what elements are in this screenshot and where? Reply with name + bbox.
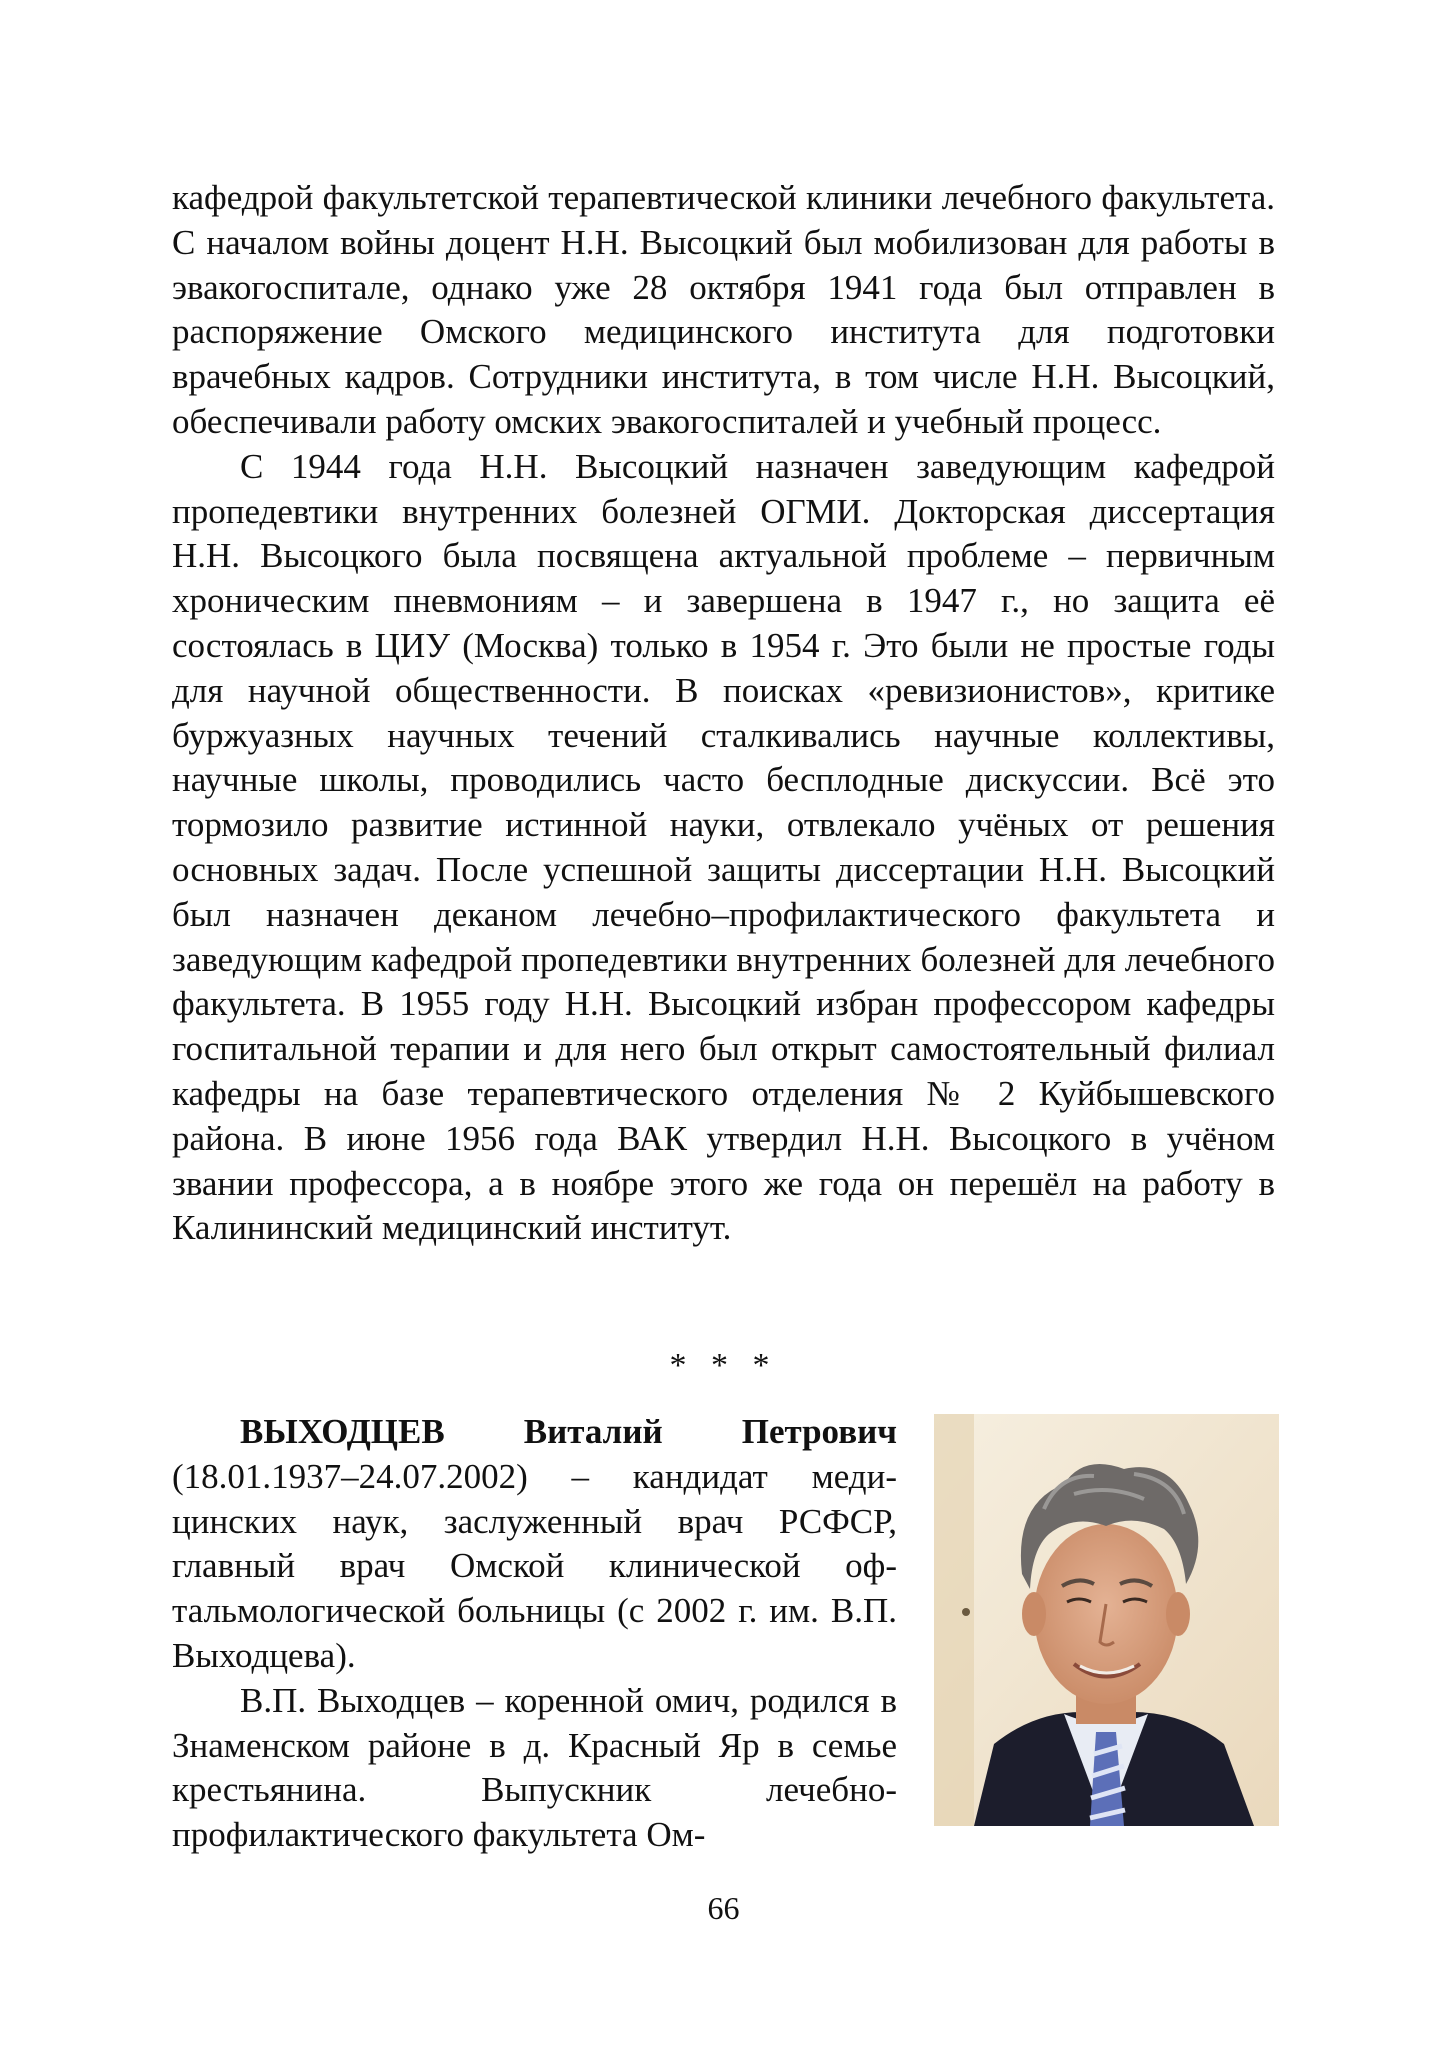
bio-intro-paragraph [172, 1410, 897, 1679]
bio-intro-text: (18.01.1937–24.07.2002) – кандидат медицинских наук, заслуженный врач РСФСР, главный врач Омской клинической офтальмологической больницы (с 2002 г. им. В.П. Выходцева). [172, 1456, 897, 1675]
biography-block [172, 1410, 897, 1858]
person-name: ВЫХОДЦЕВ Виталий Петрович [240, 1412, 897, 1451]
paragraph-continuation: кафедрой факультетской терапевтической клиники лечебного факультета. С началом войны доцент Н.Н. Высоцкий был мобилизован для работы в эвакогоспитале, однако уже 28 октября 1941 года был отправлен в распоряжение Омского медицинского института для подготовки врачебных кадров. Сотрудники института, в том числе Н.Н. Высоцкий, обеспечивали работу омских эвакогоспиталей и учебный процесс. [172, 178, 1275, 441]
portrait-illustration [934, 1414, 1279, 1826]
portrait-photo [934, 1414, 1279, 1826]
section-separator: * * * [669, 1347, 778, 1384]
bio-paragraph: В.П. Выходцев – коренной омич, родился в Знаменском районе в д. Красный Яр в семье крестьянина. Выпускник лечебно-профилактического факультета Ом- [172, 1680, 897, 1855]
page-number: 66 [707, 1890, 740, 1926]
paragraph-vysotsky: С 1944 года Н.Н. Высоцкий назначен заведующим кафедрой пропедевтики внутренних болезней ОГМИ. Докторская диссертация Н.Н. Высоцкого была посвящена актуальной проблеме – первичным хроническим пневмониям – и завершена в 1947 г., но защита её состоялась в ЦИУ (Москва) только в 1954 г. Это были не простые годы для научной общественности. В поисках «ревизионистов», критике буржуазных научных течений сталкивались научные коллективы, научные школы, проводились часто бесплодные дискуссии. Всё это тормозило развитие истинной науки, отвлекало учёных от решения основных задач. После успешной защиты диссертации Н.Н. Высоцкий был назначен деканом лечебно–профилактического факультета и заведующим кафедрой пропедевтики внутренних болезней для лечебного факультета. В 1955 году Н.Н. Высоцкий избран профессором кафедры госпитальной терапии и для него был открыт самостоятельный филиал кафедры на базе терапевтического отделения № 2 Куйбышевского района. В июне 1956 года ВАК утвердил Н.Н. Высоцкого в учёном звании профессора, а в ноябре этого же года он перешёл на работу в Калининский медицинский институт. [172, 446, 1275, 1248]
body-text [172, 176, 1275, 1251]
